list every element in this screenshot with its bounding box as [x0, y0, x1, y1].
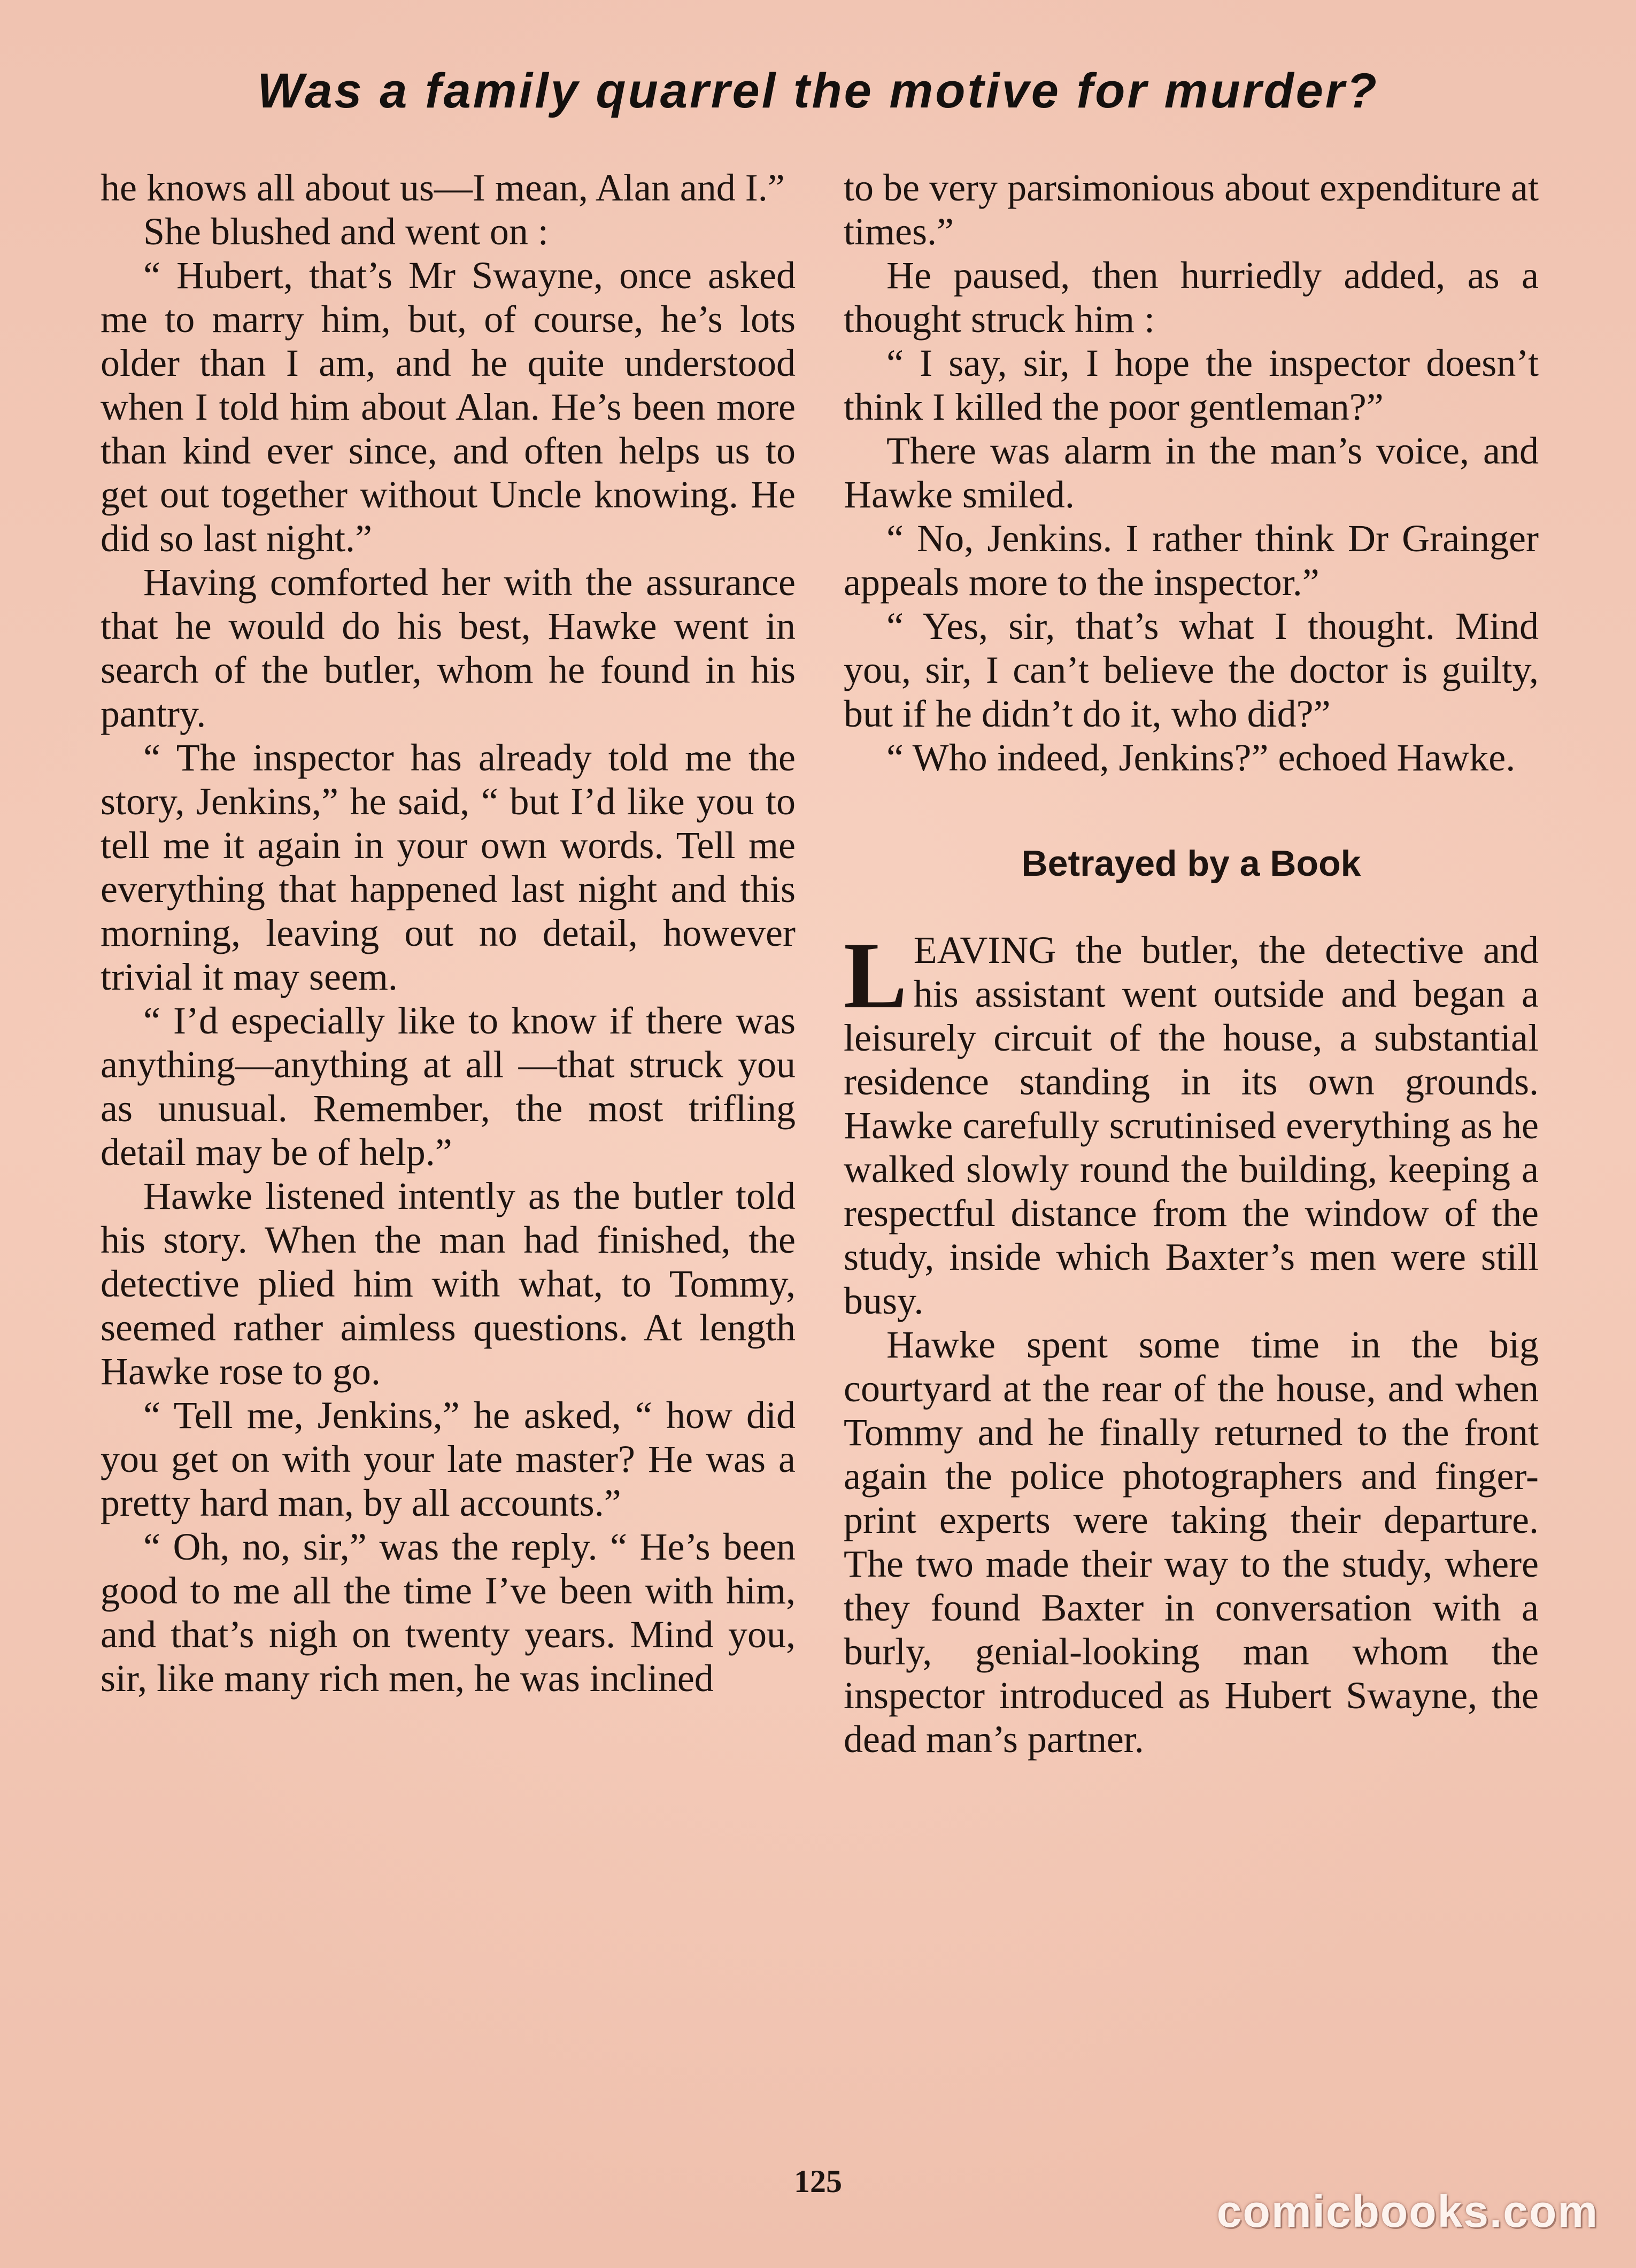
paragraph: Hawke listened intently as the butler told his story. When the man had finished, the detective plied him with what, to Tommy, seemed rather aimless questions. At length Hawke rose to go.	[101, 1175, 796, 1393]
paragraph: There was alarm in the man’s voice, and Hawke smiled.	[844, 429, 1539, 516]
section-subheading: Betrayed by a Book	[1021, 843, 1361, 884]
paragraph: “ Oh, no, sir,” was the reply. “ He’s been good to me all the time I’ve been with him, and that’s nigh on twenty years. Mind you, sir, like many rich men, he was inclined	[101, 1525, 796, 1700]
paragraph: to be very parsimonious about expenditure at times.”	[844, 166, 1539, 253]
drop-cap-paragraph-text: EAVING the butler, the detective and his assistant went outside and began a leisurely circuit of the house, a substantial residence standing in its own grounds. Hawke carefully scrutinised everything as he walked slowly round the building, keeping a respectful distance from the window of the study, inside which Baxter’s men were still busy.	[844, 929, 1539, 1322]
paragraph: he knows all about us—I mean, Alan and I.”	[101, 166, 785, 209]
watermark: comicbooks.com	[1216, 2186, 1599, 2236]
paragraph: “ I say, sir, I hope the inspector doesn’t think I killed the poor gentleman?”	[844, 342, 1539, 428]
right-column	[844, 166, 1539, 1761]
paragraph: “ No, Jenkins. I rather think Dr Grainger appeals more to the inspector.”	[844, 517, 1539, 604]
page-headline: Was a family quarrel the motive for murder?	[257, 64, 1379, 118]
paragraph: “ Tell me, Jenkins,” he asked, “ how did you get on with your late master? He was a pretty hard man, by all accounts.”	[101, 1394, 796, 1524]
paragraph: Having comforted her with the assurance that he would do his best, Hawke went in search of the butler, whom he found in his pantry.	[101, 561, 796, 735]
drop-cap-paragraph	[844, 922, 1539, 1323]
paragraph: “ Yes, sir, that’s what I thought. Mind you, sir, I can’t believe the doctor is guilty, but if he didn’t do it, who did?”	[844, 605, 1539, 735]
left-column	[101, 166, 796, 1700]
paragraph: Hawke spent some time in the big courtyard at the rear of the house, and when Tommy and he finally returned to the front again the police photographers and finger-print experts were taking their departure. The two made their way to the study, where they found Baxter in conversation with a burly, genial-looking man whom the inspector introduced as Hubert Swayne, the dead man’s partner.	[844, 1323, 1539, 1761]
paragraph: “ Who indeed, Jenkins?” echoed Hawke.	[886, 736, 1516, 779]
drop-cap-letter: L	[844, 922, 907, 1028]
paragraph: She blushed and went on :	[143, 210, 549, 253]
paragraph: He paused, then hurriedly added, as a thought struck him :	[844, 254, 1539, 341]
page-number: 125	[794, 2164, 842, 2199]
paragraph: “ I’d especially like to know if there was anything—anything at all —that struck you as unusual. Remember, the most trifling detail may be of help.”	[101, 999, 796, 1174]
paragraph: “ The inspector has already told me the story, Jenkins,” he said, “ but I’d like you to tell me it again in your own words. Tell me everything that happened last night and this morning, leaving out no detail, however trivial it may seem.	[101, 736, 796, 998]
paragraph: “ Hubert, that’s Mr Swayne, once asked me to marry him, but, of course, he’s lots older than I am, and he quite understood when I told him about Alan. He’s been more than kind ever since, and often helps us to get out together without Uncle knowing. He did so last night.”	[101, 254, 796, 560]
